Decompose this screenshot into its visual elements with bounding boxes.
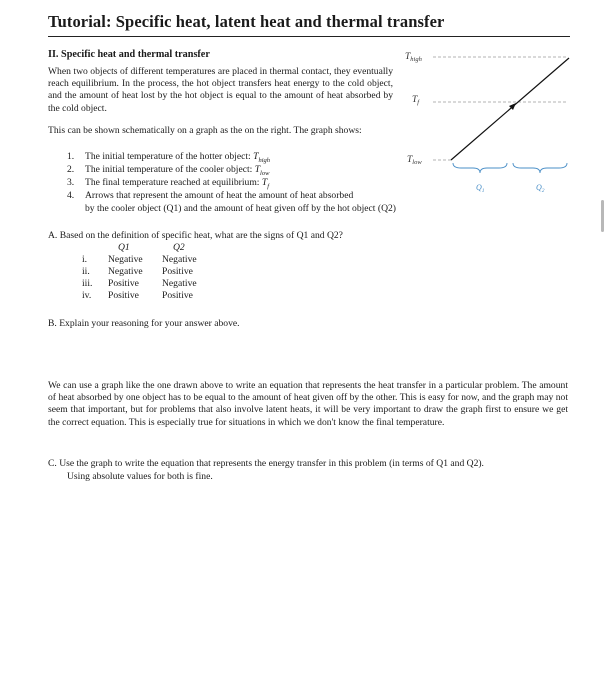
q1-brace xyxy=(453,163,507,173)
scrollbar-thumb[interactable] xyxy=(601,200,604,232)
question-a: A. Based on the definition of specific heat, what are the signs of Q1 and Q2? xyxy=(48,230,343,241)
question-c-continuation: Using absolute values for both is fine. xyxy=(67,471,213,482)
list-item: 4. Arrows that represent the amount of heat the amount of heat absorbed xyxy=(67,190,354,201)
list-item-continuation: by the cooler object (Q1) and the amount of heat given off by the hot object (Q2) xyxy=(85,203,396,214)
t-f-label: $T_f$ xyxy=(412,95,420,106)
t-low-label: $T_{low}$ xyxy=(407,155,422,166)
list-item: 2. The initial temperature of the cooler object: $T_{low}$ xyxy=(67,164,270,177)
q2-graph-label: $Q_2$ xyxy=(536,183,545,194)
q1-graph-label: $Q_1$ xyxy=(476,183,485,194)
answer-table: Q1 Q2 i. Negative Negative ii. Negative Positive iii. Positive Negative iv. Positive Positive xyxy=(82,242,197,301)
table-header-q2: Q2 xyxy=(173,242,185,253)
question-b: B. Explain your reasoning for your answer above. xyxy=(48,318,240,329)
graph-explanation: This can be shown schematically on a graph as the on the right. The graph shows: xyxy=(48,125,362,136)
heat-transfer-paragraph: We can use a graph like the one drawn above to write an equation that represents the heat transfer in a particular problem. The amount of heat absorbed by one object has to be equal to the amount of heat given off by the other. This is easy for now, and the graph may not seem that important, but for problems that also involve latent heats, it will be very important to draw the graph first to ensure we get the correct equation. This is especially true for situations in which we don't know the final temperature. xyxy=(48,380,568,428)
page-title: Tutorial: Specific heat, latent heat and thermal transfer xyxy=(48,12,445,31)
temperature-graph xyxy=(395,40,580,205)
q2-brace xyxy=(513,163,567,173)
section-heading: II. Specific heat and thermal transfer xyxy=(48,49,210,60)
question-c: C. Use the graph to write the equation that represents the energy transfer in this problem (in terms of Q1 and Q2). xyxy=(48,458,484,469)
temperature-line xyxy=(451,58,569,160)
table-header-q1: Q1 xyxy=(118,242,130,253)
title-rule xyxy=(48,36,570,37)
list-item: 1. The initial temperature of the hotter object: $T_{high}$ xyxy=(67,151,271,164)
list-item: 3. The final temperature reached at equilibrium: $T_f$ xyxy=(67,177,270,190)
intro-paragraph: When two objects of different temperatures are placed in thermal contact, they eventually reach equilibrium. In the process, the hot object transfers heat energy to the cold object, and the amount of heat lost by the hot object is equal to the amount of heat absorbed by the cold object. xyxy=(48,66,393,114)
t-high-label: $T_{high}$ xyxy=(405,52,422,63)
